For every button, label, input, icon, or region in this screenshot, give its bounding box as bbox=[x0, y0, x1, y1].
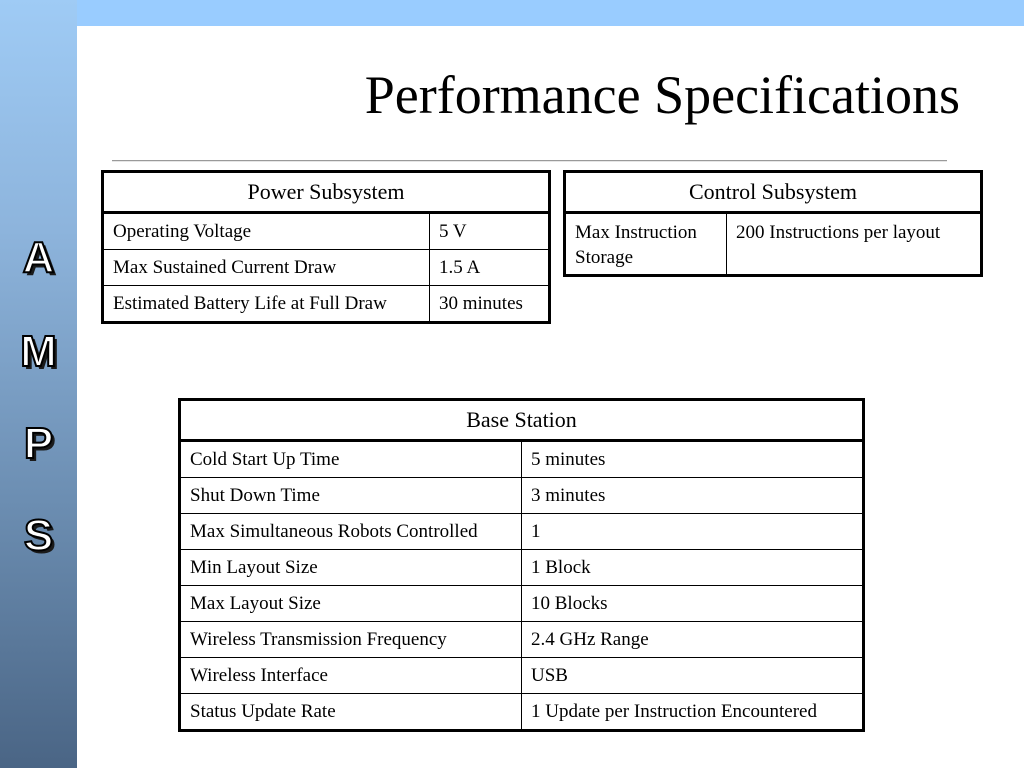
spec-value: 1.5 A bbox=[430, 250, 550, 286]
spec-label: Max Simultaneous Robots Controlled bbox=[180, 514, 522, 550]
sidebar-band bbox=[0, 0, 77, 768]
spec-label: Max Sustained Current Draw bbox=[103, 250, 430, 286]
control-subsystem-table bbox=[563, 170, 983, 277]
slide-title: Performance Specifications bbox=[364, 65, 960, 125]
spec-value: 30 minutes bbox=[430, 286, 550, 323]
table-row bbox=[103, 250, 550, 286]
table-row bbox=[180, 658, 864, 694]
spec-value: 5 V bbox=[430, 213, 550, 250]
spec-label: Wireless Interface bbox=[180, 658, 522, 694]
table-row bbox=[180, 514, 864, 550]
spec-label: Wireless Transmission Frequency bbox=[180, 622, 522, 658]
top-accent-band bbox=[0, 0, 1024, 26]
sidebar-letter: A bbox=[22, 233, 55, 282]
sidebar-letter: S bbox=[23, 511, 54, 560]
title-divider bbox=[112, 160, 947, 162]
spec-value: 1 bbox=[522, 514, 864, 550]
spec-label: Min Layout Size bbox=[180, 550, 522, 586]
table-header: Power Subsystem bbox=[103, 172, 550, 213]
table-row bbox=[180, 478, 864, 514]
spec-label: Estimated Battery Life at Full Draw bbox=[103, 286, 430, 323]
spec-value: USB bbox=[522, 658, 864, 694]
table-header-row bbox=[565, 172, 982, 213]
table-row bbox=[103, 286, 550, 323]
sidebar-letter: P bbox=[23, 419, 54, 468]
table-row bbox=[180, 694, 864, 731]
spec-label: Operating Voltage bbox=[103, 213, 430, 250]
spec-value: 2.4 GHz Range bbox=[522, 622, 864, 658]
table-row bbox=[180, 622, 864, 658]
spec-label: Max Layout Size bbox=[180, 586, 522, 622]
spec-value: 3 minutes bbox=[522, 478, 864, 514]
spec-label: Status Update Rate bbox=[180, 694, 522, 731]
spec-value: 200 Instructions per layout bbox=[727, 213, 982, 276]
table-header-row bbox=[180, 400, 864, 441]
table-row bbox=[180, 586, 864, 622]
spec-label: Max Instruction Storage bbox=[565, 213, 727, 276]
table-row bbox=[103, 213, 550, 250]
table-row bbox=[180, 441, 864, 478]
table-header: Control Subsystem bbox=[565, 172, 982, 213]
spec-label: Shut Down Time bbox=[180, 478, 522, 514]
spec-value: 5 minutes bbox=[522, 441, 864, 478]
power-subsystem-table bbox=[101, 170, 551, 324]
spec-value: 10 Blocks bbox=[522, 586, 864, 622]
spec-value: 1 Block bbox=[522, 550, 864, 586]
table-header: Base Station bbox=[180, 400, 864, 441]
sidebar-letter: M bbox=[20, 327, 57, 376]
table-row bbox=[565, 213, 982, 276]
base-station-table bbox=[178, 398, 865, 732]
table-header-row bbox=[103, 172, 550, 213]
table-row bbox=[180, 550, 864, 586]
spec-value: 1 Update per Instruction Encountered bbox=[522, 694, 864, 731]
spec-label: Cold Start Up Time bbox=[180, 441, 522, 478]
